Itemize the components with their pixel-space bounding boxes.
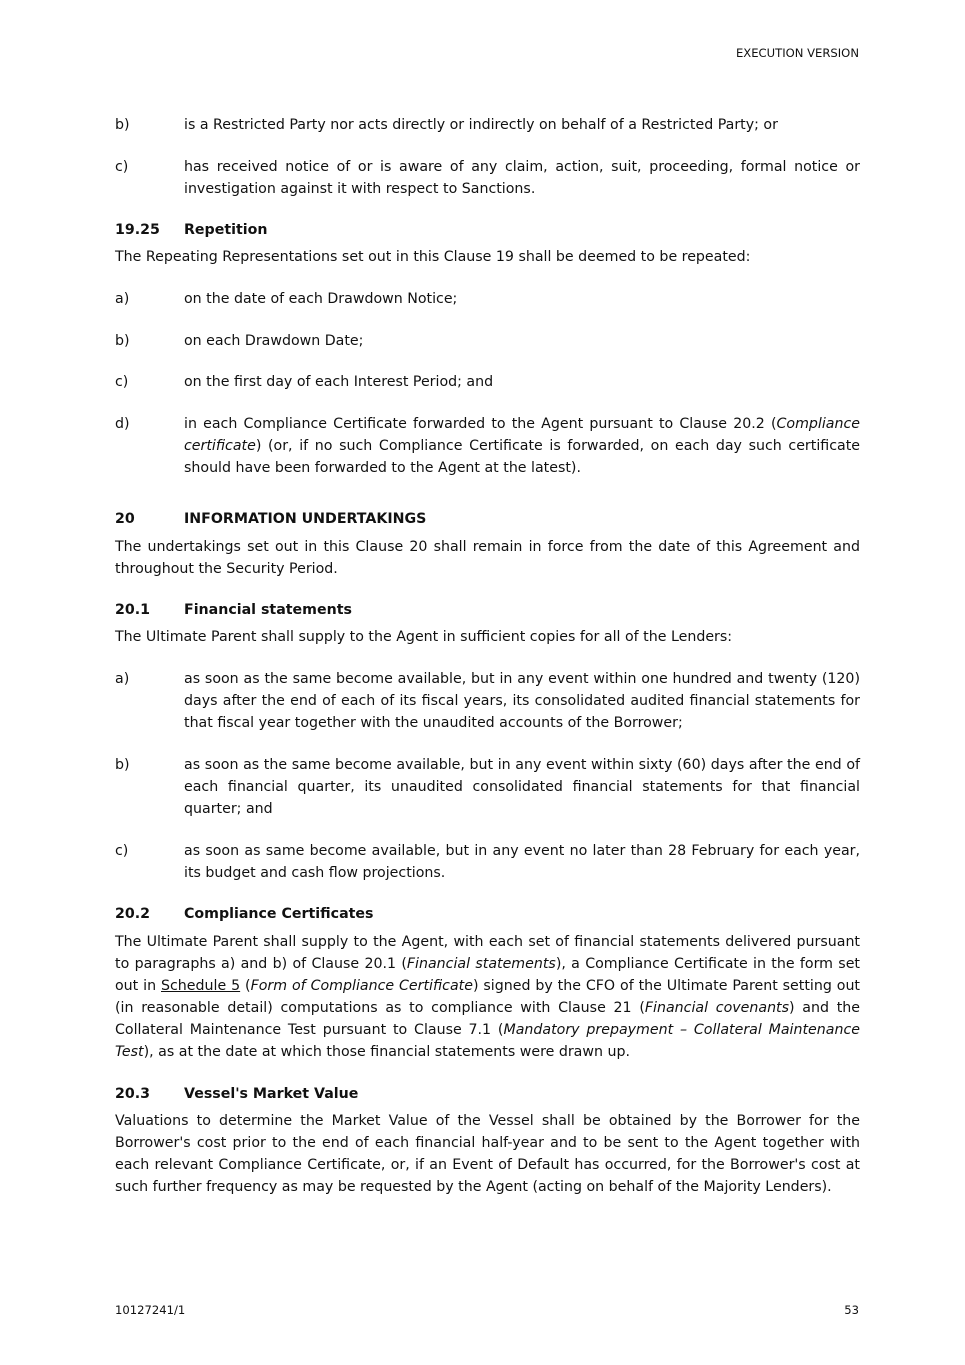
item-text: has received notice of or is aware of any claim, action, suit, proceeding, formal notice or investigation against it with respect to Sanctions. [184, 159, 860, 197]
list-item [115, 413, 860, 479]
list-item [115, 288, 860, 310]
item-label: a) [115, 291, 130, 307]
page-number: 53 [844, 1303, 859, 1317]
item-text: in each Compliance Certificate forwarded to the Agent pursuant to Clause 20.2 (Compliance certificate) (or, if no such Compliance Certificate is forwarded, on each day such certificate should have been forwarded to the Agent at the latest). [184, 416, 860, 476]
clause-heading-20 [115, 508, 860, 530]
clause-intro: The Repeating Representations set out in this Clause 19 shall be deemed to be repeated: [115, 249, 751, 265]
clause-number: 19.25 [115, 222, 160, 238]
list-item [115, 840, 860, 884]
italic-reference: Form of Compliance Certificate [250, 978, 473, 994]
clause-number: 20.3 [115, 1086, 151, 1102]
item-text: is a Restricted Party nor acts directly or indirectly on behalf of a Restricted Party; or [184, 117, 778, 133]
clause-title: Compliance Certificates [184, 906, 374, 922]
list-item [115, 371, 860, 393]
italic-reference: Financial statements [406, 956, 556, 972]
clause-heading-20-3 [115, 1083, 860, 1105]
list-item [115, 156, 860, 200]
clause-heading-19-25 [115, 219, 860, 241]
clause-number: 20.1 [115, 602, 151, 618]
schedule-5-link[interactable]: Schedule 5 [161, 978, 241, 994]
item-label: b) [115, 333, 130, 349]
list-item [115, 114, 860, 136]
italic-reference: Financial covenants [644, 1000, 790, 1016]
italic-reference: Mandatory prepayment – Collateral Maintenance Test [115, 1022, 860, 1060]
item-label: c) [115, 374, 129, 390]
item-text: as soon as the same become available, but in any event within one hundred and twenty (120) days after the end of each of its fiscal years, its consolidated audited financial statements for that fiscal year together with the unaudited accounts of the Borrower; [184, 671, 860, 731]
item-text: as soon as the same become available, but in any event within sixty (60) days after the end of each financial quarter, its unaudited consolidated financial statements for that financial quarter; and [184, 757, 860, 817]
clause-intro: The undertakings set out in this Clause 20 shall remain in force from the date of this Agreement and throughout the Security Period. [115, 539, 860, 577]
item-text: on each Drawdown Date; [184, 333, 364, 349]
clause-title: Vessel's Market Value [184, 1086, 359, 1102]
item-label: c) [115, 843, 129, 859]
item-text: on the date of each Drawdown Notice; [184, 291, 458, 307]
item-label: a) [115, 671, 130, 687]
clause-title: Financial statements [184, 602, 352, 618]
clause-number: 20 [115, 511, 135, 527]
italic-reference: Compliance certificate [184, 416, 860, 454]
clause-heading-20-1 [115, 599, 860, 621]
item-text: on the first day of each Interest Period; and [184, 374, 494, 390]
clause-title: INFORMATION UNDERTAKINGS [184, 511, 427, 527]
list-item [115, 330, 860, 352]
clause-title: Repetition [184, 222, 268, 238]
clause-paragraph: The Ultimate Parent shall supply to the Agent, with each set of financial statements delivered pursuant to paragraphs a) and b) of Clause 20.1 (Financial statements), a Compliance Certificate in the form set out in Schedule 5 (Form of Compliance Certificate) signed by the CFO of the Ultimate Parent setting out (in reasonable detail) computations as to compliance with Clause 21 (Financial covenants) and the Collateral Maintenance Test pursuant to Clause 7.1 (Mandatory prepayment – Collateral Maintenance Test), as at the date at which those financial statements were drawn up. [115, 934, 861, 1060]
item-label: d) [115, 416, 130, 432]
clause-number: 20.2 [115, 906, 151, 922]
list-item [115, 754, 860, 820]
clause-intro: The Ultimate Parent shall supply to the Agent in sufficient copies for all of the Lenders: [115, 629, 733, 645]
clause-paragraph: Valuations to determine the Market Value of the Vessel shall be obtained by the Borrower for the Borrower's cost prior to the end of each financial half-year and to be sent to the Agent together with each relevant Compliance Certificate, or, if an Event of Default has occurred, for the Borrower's cost at such further frequency as may be requested by the Agent (acting on behalf of the Majority Lenders). [115, 1113, 860, 1195]
item-label: b) [115, 117, 130, 133]
execution-version-label: EXECUTION VERSION [735, 46, 859, 60]
item-label: b) [115, 757, 130, 773]
item-label: c) [115, 159, 129, 175]
clause-heading-20-2 [115, 903, 860, 925]
list-item [115, 668, 860, 734]
document-reference: 10127241/1 [115, 1303, 186, 1317]
item-text: as soon as same become available, but in any event no later than 28 February for each year, its budget and cash flow projections. [184, 843, 860, 881]
